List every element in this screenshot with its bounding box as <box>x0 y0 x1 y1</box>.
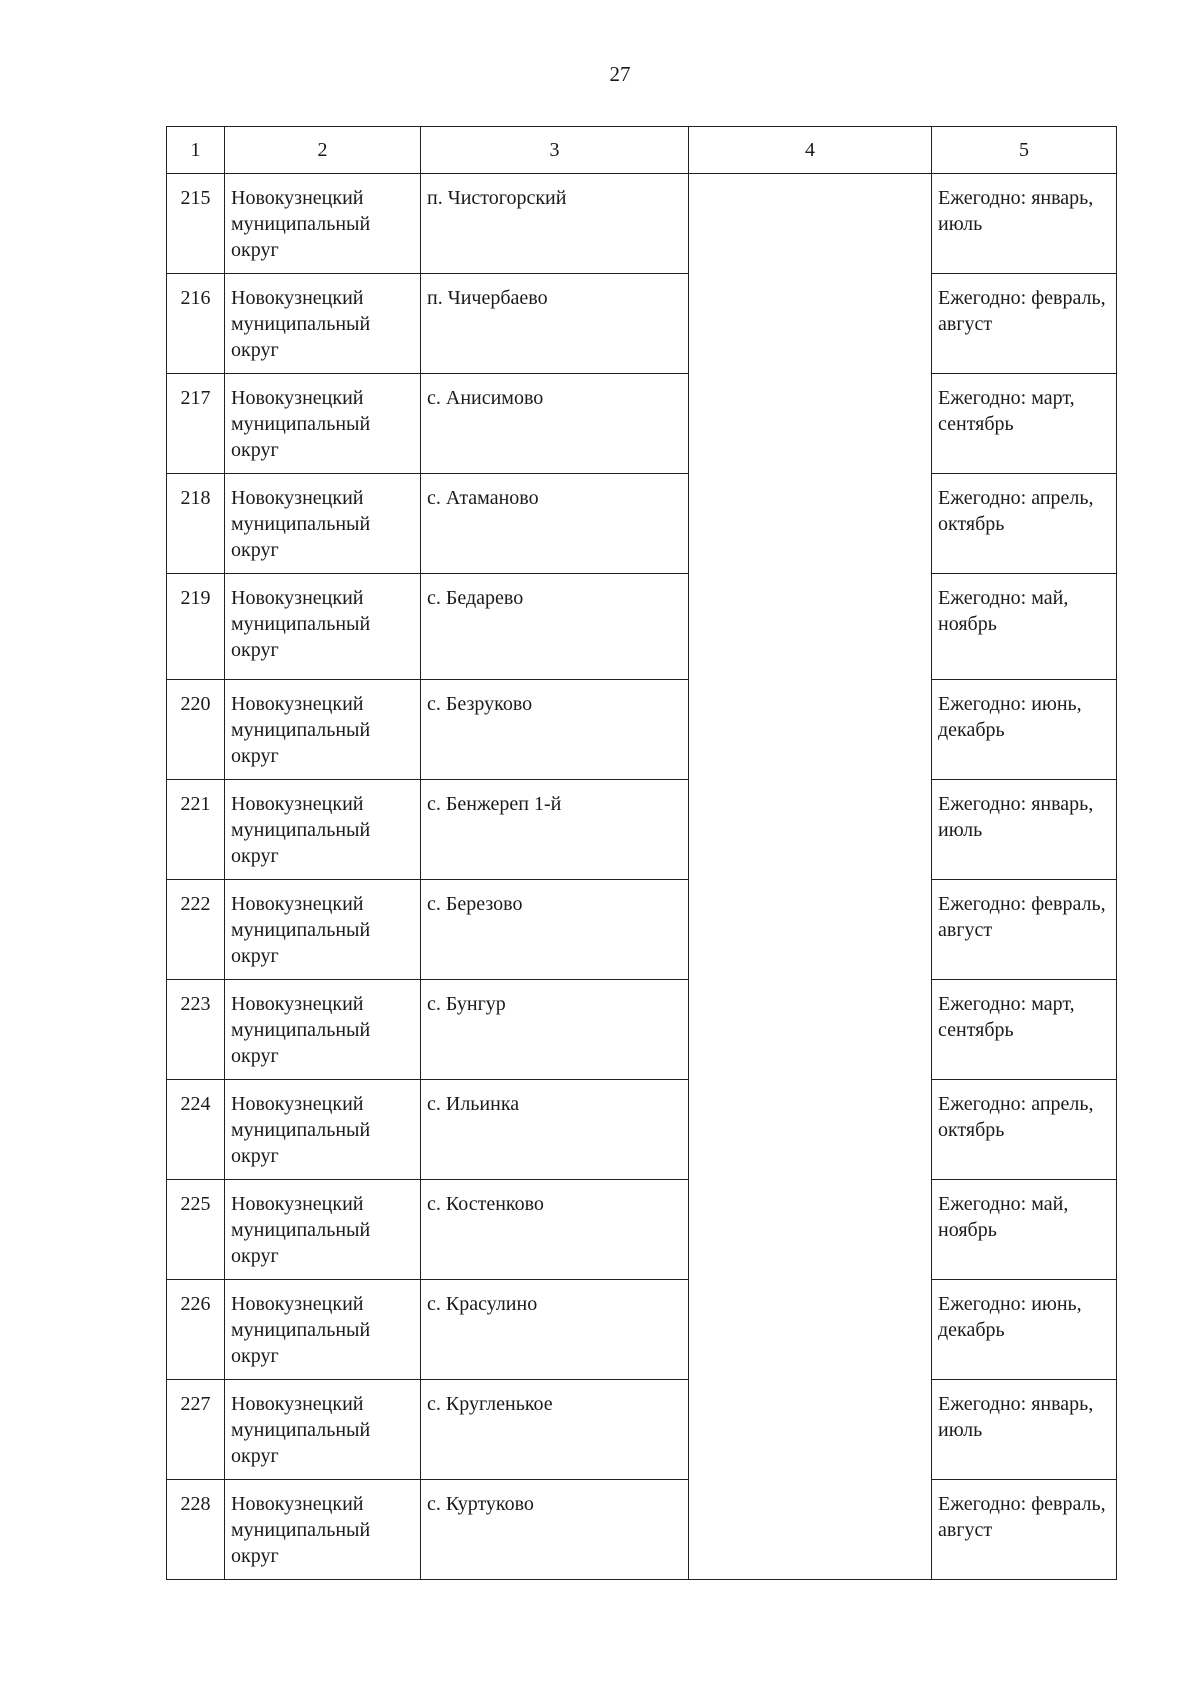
district-cell: Новокузнецкий муниципальный округ <box>225 174 421 274</box>
schedule-cell: Ежегодно: январь, июль <box>932 174 1117 274</box>
schedule-cell: Ежегодно: февраль, август <box>932 274 1117 374</box>
locality-cell: с. Березово <box>421 880 689 980</box>
row-number-cell: 225 <box>167 1180 225 1280</box>
locality-cell: п. Чичербаево <box>421 274 689 374</box>
table-row <box>167 1480 1117 1580</box>
table-row <box>167 1080 1117 1180</box>
district-cell: Новокузнецкий муниципальный округ <box>225 574 421 680</box>
schedule-cell: Ежегодно: апрель, октябрь <box>932 474 1117 574</box>
locality-cell: с. Красулино <box>421 1280 689 1380</box>
district-cell: Новокузнецкий муниципальный округ <box>225 1480 421 1580</box>
locality-cell: с. Анисимово <box>421 374 689 474</box>
schedule-cell: Ежегодно: июнь, декабрь <box>932 680 1117 780</box>
row-number-cell: 221 <box>167 780 225 880</box>
column-header-2: 2 <box>225 127 421 174</box>
row-number-cell: 216 <box>167 274 225 374</box>
page-number: 27 <box>609 62 631 86</box>
row-number-cell: 215 <box>167 174 225 274</box>
district-cell: Новокузнецкий муниципальный округ <box>225 1080 421 1180</box>
schedule-cell: Ежегодно: март, сентябрь <box>932 980 1117 1080</box>
district-cell: Новокузнецкий муниципальный округ <box>225 274 421 374</box>
schedule-cell: Ежегодно: июнь, декабрь <box>932 1280 1117 1380</box>
schedule-cell: Ежегодно: май, ноябрь <box>932 1180 1117 1280</box>
table-row <box>167 680 1117 780</box>
table-row <box>167 574 1117 680</box>
locality-cell: с. Бунгур <box>421 980 689 1080</box>
schedule-cell: Ежегодно: май, ноябрь <box>932 574 1117 680</box>
schedule-table <box>166 126 1117 1580</box>
row-number-cell: 218 <box>167 474 225 574</box>
schedule-cell: Ежегодно: февраль, август <box>932 880 1117 980</box>
schedule-cell: Ежегодно: апрель, октябрь <box>932 1080 1117 1180</box>
table-body <box>167 174 1117 1580</box>
schedule-cell: Ежегодно: март, сентябрь <box>932 374 1117 474</box>
column-header-4: 4 <box>689 127 932 174</box>
locality-cell: с. Безруково <box>421 680 689 780</box>
locality-cell: п. Чистогорский <box>421 174 689 274</box>
district-cell: Новокузнецкий муниципальный округ <box>225 980 421 1080</box>
table-row <box>167 474 1117 574</box>
row-number-cell: 219 <box>167 574 225 680</box>
schedule-cell: Ежегодно: январь, июль <box>932 780 1117 880</box>
table-row <box>167 174 1117 274</box>
column-4-empty-cell <box>689 174 932 1580</box>
locality-cell: с. Куртуково <box>421 1480 689 1580</box>
row-number-cell: 223 <box>167 980 225 1080</box>
table-row <box>167 1280 1117 1380</box>
row-number-cell: 217 <box>167 374 225 474</box>
district-cell: Новокузнецкий муниципальный округ <box>225 1280 421 1380</box>
locality-cell: с. Кругленькое <box>421 1380 689 1480</box>
locality-cell: с. Костенково <box>421 1180 689 1280</box>
row-number-cell: 224 <box>167 1080 225 1180</box>
row-number-cell: 226 <box>167 1280 225 1380</box>
column-header-3: 3 <box>421 127 689 174</box>
district-cell: Новокузнецкий муниципальный округ <box>225 474 421 574</box>
row-number-cell: 227 <box>167 1380 225 1480</box>
column-header-1: 1 <box>167 127 225 174</box>
district-cell: Новокузнецкий муниципальный округ <box>225 374 421 474</box>
column-header-5: 5 <box>932 127 1117 174</box>
schedule-cell: Ежегодно: февраль, август <box>932 1480 1117 1580</box>
locality-cell: с. Бенжереп 1-й <box>421 780 689 880</box>
table-row <box>167 1180 1117 1280</box>
row-number-cell: 228 <box>167 1480 225 1580</box>
locality-cell: с. Ильинка <box>421 1080 689 1180</box>
table-row <box>167 780 1117 880</box>
row-number-cell: 220 <box>167 680 225 780</box>
table-row <box>167 980 1117 1080</box>
table-row <box>167 374 1117 474</box>
locality-cell: с. Атаманово <box>421 474 689 574</box>
district-cell: Новокузнецкий муниципальный округ <box>225 880 421 980</box>
district-cell: Новокузнецкий муниципальный округ <box>225 1380 421 1480</box>
district-cell: Новокузнецкий муниципальный округ <box>225 780 421 880</box>
table-row <box>167 1380 1117 1480</box>
district-cell: Новокузнецкий муниципальный округ <box>225 680 421 780</box>
schedule-cell: Ежегодно: январь, июль <box>932 1380 1117 1480</box>
district-cell: Новокузнецкий муниципальный округ <box>225 1180 421 1280</box>
row-number-cell: 222 <box>167 880 225 980</box>
table-row <box>167 880 1117 980</box>
table-header-row <box>167 127 1117 174</box>
locality-cell: с. Бедарево <box>421 574 689 680</box>
table-row <box>167 274 1117 374</box>
